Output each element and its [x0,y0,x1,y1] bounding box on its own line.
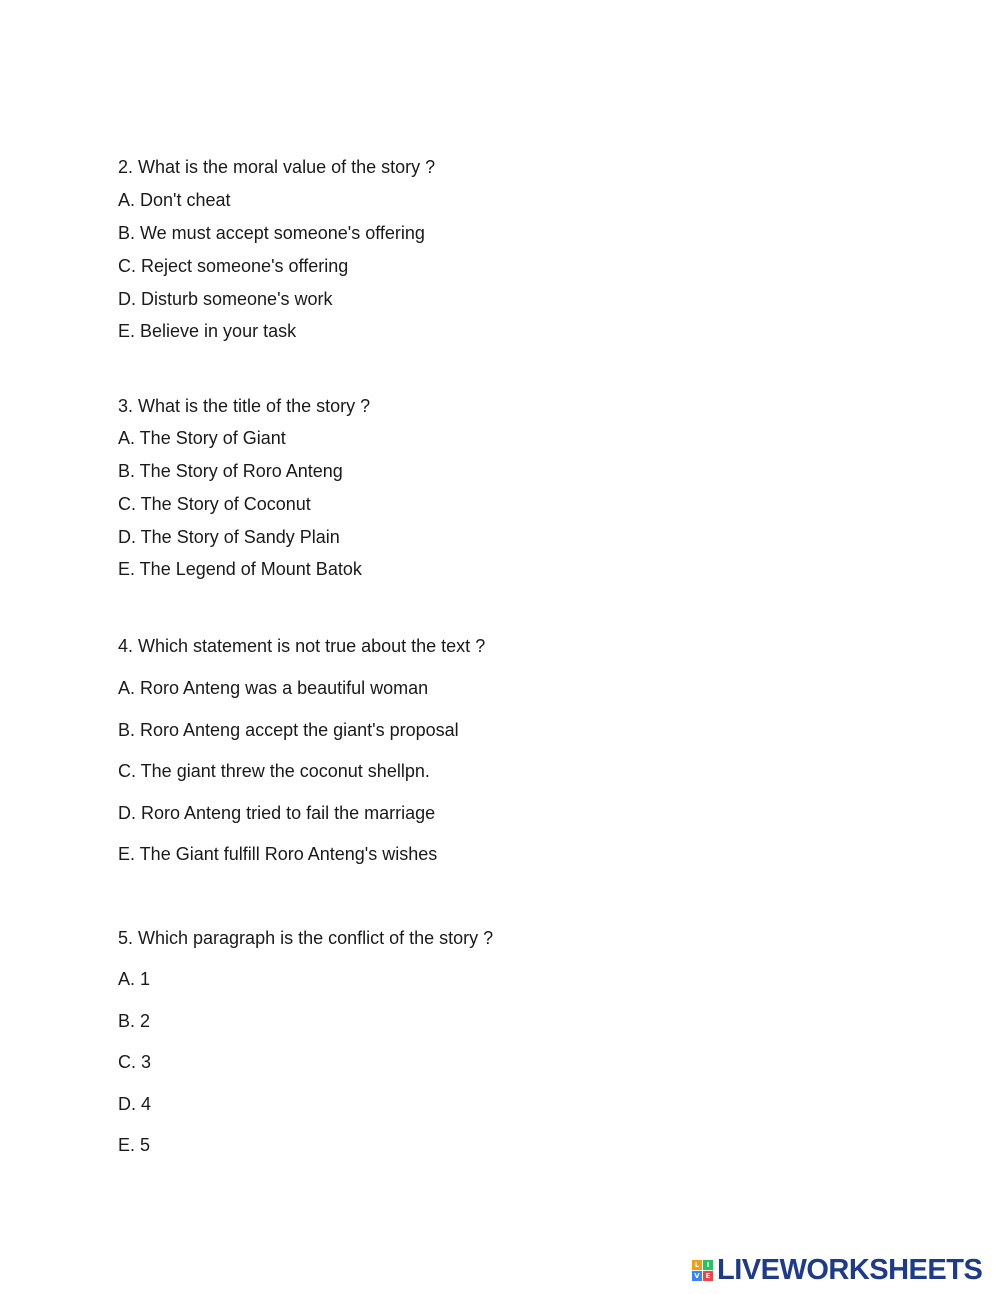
q5-option-b: B. 2 [118,1011,151,1031]
liveworksheets-logo [692,1255,982,1285]
logo-mark-i: I [703,1260,713,1270]
q3-option-e: E. The Legend of Mount Batok [118,559,362,579]
q4-option-a: A. Roro Anteng was a beautiful woman [118,678,429,698]
q2-option-e: E. Believe in your task [118,321,297,341]
q5-option-d: D. 4 [118,1094,152,1114]
q2-option-d: D. Disturb someone's work [118,289,333,309]
q4-option-e: E. The Giant fulfill Roro Anteng's wishes [118,844,438,864]
q5-option-e: E. 5 [118,1135,151,1155]
logo-mark-l: L [692,1260,702,1270]
q5-option-a: A. 1 [118,969,151,989]
q3-option-a: A. The Story of Giant [118,428,286,448]
q3-option-b: B. The Story of Roro Anteng [118,461,343,481]
q3-option-c: C. The Story of Coconut [118,494,311,514]
q4-option-c: C. The giant threw the coconut shellpn. [118,761,430,781]
liveworksheets-logo-icon [692,1260,713,1281]
q2-option-a: A. Don't cheat [118,190,231,210]
q5-option-c: C. 3 [118,1052,152,1072]
question-2: 2. What is the moral value of the story ? [118,157,436,177]
q3-option-d: D. The Story of Sandy Plain [118,527,340,547]
logo-mark-e: E [703,1271,713,1281]
q4-option-d: D. Roro Anteng tried to fail the marriage [118,803,436,823]
q4-option-b: B. Roro Anteng accept the giant's proposal [118,720,459,740]
question-5: 5. Which paragraph is the conflict of the story ? [118,928,494,948]
question-4: 4. Which statement is not true about the text ? [118,636,486,656]
logo-text: LIVEWORKSHEETS [717,1254,983,1286]
q2-option-b: B. We must accept someone's offering [118,223,425,243]
question-3: 3. What is the title of the story ? [118,396,371,416]
logo-mark-v: V [692,1271,702,1281]
q2-option-c: C. Reject someone's offering [118,256,349,276]
